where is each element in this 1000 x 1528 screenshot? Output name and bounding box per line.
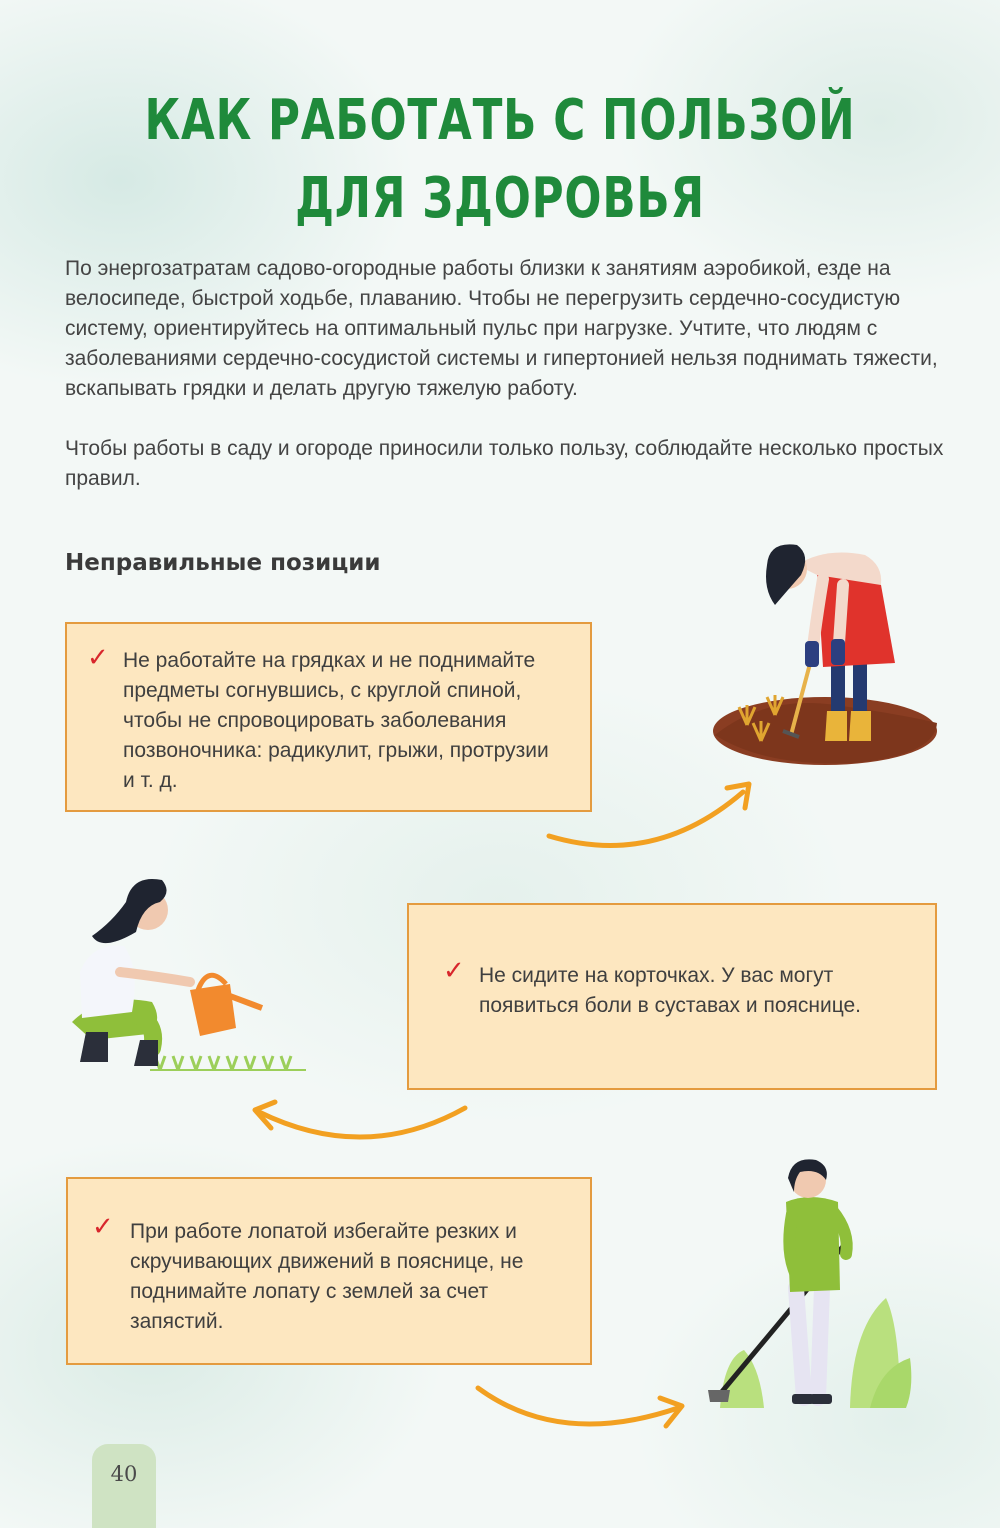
page-title-line-2: ДЛЯ ЗДОРОВЬЯ [295,166,705,231]
page-title-line-1: КАК РАБОТАТЬ С ПОЛЬЗОЙ [144,88,856,153]
check-icon: ✓ [443,955,465,985]
tip-box-squatting [407,903,937,1090]
intro-paragraph-1: По энергозатратам садово-огородные работы близки к занятиям аэробикой, езде на велосипеде, быстрой ходьбе, плаванию. Чтобы не перегрузить сердечно-сосудистую систему, ориентируйтесь на оптимальный пульс при нагрузке. Учтите, что людям с заболеваниями сердечно-сосудистой системы и гипертонией нельзя поднимать тяжести, вскапывать грядки и делать другую тяжелую работу. [65,257,938,400]
page-number: 40 [92,1444,156,1528]
check-icon: ✓ [92,1211,114,1241]
arrow-icon [245,1092,475,1152]
intro-paragraph-2: Чтобы работы в саду и огороде приносили только пользу, соблюдайте несколько простых правил. [65,437,944,490]
tip-box-shovel [66,1177,592,1365]
illustration-squatting-woman [62,872,322,1082]
tip-box-bending [65,622,592,812]
page-title [110,82,890,238]
illustration-shovel-man [700,1158,920,1418]
arrow-icon [470,1378,700,1448]
illustration-bending-woman [705,535,945,775]
check-icon: ✓ [87,642,109,672]
section-heading: Неправильные позиции [65,550,381,576]
tip-text: Не сидите на корточках. У вас могут появиться боли в суставах и пояснице. [479,964,862,1017]
tip-text: При работе лопатой избегайте резких и скручивающих движений в пояснице, не поднимайте лопату с землей за счет запястий. [130,1220,524,1333]
tip-text: Не работайте на грядках и не поднимайте предметы согнувшись, с круглой спиной, чтобы не спровоцировать заболевания позвоночника: радикулит, грыжи, протрузии и т. д. [123,649,549,792]
